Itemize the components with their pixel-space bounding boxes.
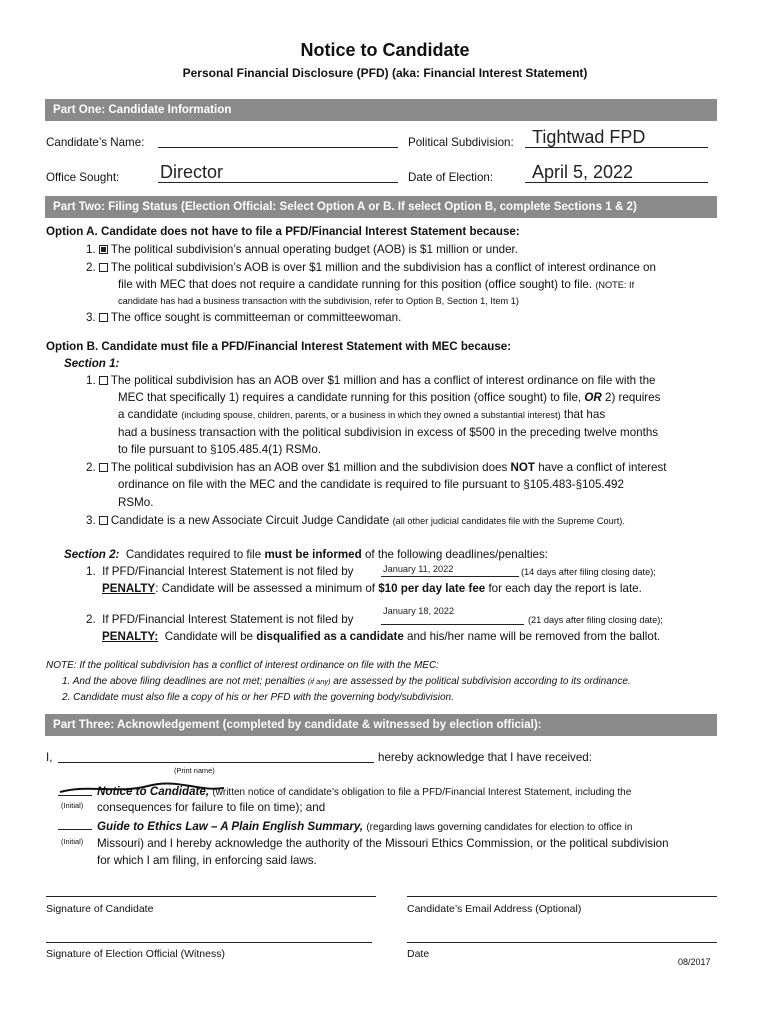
i-label: I,	[46, 751, 53, 764]
option-a-2-text: The political subdivision’s AOB is over $1 million and the subdivision has a conflict of interest ordinance on	[110, 261, 656, 274]
deadline-1-date-field[interactable]	[381, 576, 519, 577]
deadline-1-text: 1. If PFD/Financial Interest Statement is not filed by	[86, 565, 354, 578]
official-signature-label: Signature of Election Official (Witness)	[46, 948, 225, 960]
initial-caption-2: (Initial)	[61, 837, 84, 846]
text-segment-small: (14 days after filing closing date);	[521, 567, 656, 577]
disqualified-emphasis: disqualified as a candidate	[256, 630, 404, 643]
candidate-signature-field[interactable]	[46, 896, 376, 897]
option-b-2-checkbox[interactable]	[99, 463, 108, 472]
text-segment: MEC that specifically 1) requires a candidate running for this position (office sought) to file,	[118, 391, 582, 404]
option-b-1-text: The political subdivision has an AOB over $1 million and has a conflict of interest ordinance on file with the	[110, 374, 656, 387]
option-b-heading: Option B. Candidate must file a PFD/Financial Interest Statement with MEC because:	[46, 340, 512, 353]
official-signature-field[interactable]	[46, 942, 372, 943]
option-a-item-2	[86, 262, 656, 274]
late-fee-emphasis: $10 per day late fee	[378, 582, 486, 595]
item-number: 3.	[86, 514, 96, 527]
text-segment: a candidate	[118, 408, 178, 421]
note-item-2: 2. Candidate must also file a copy of his or her PFD with the governing body/subdivision.	[62, 692, 454, 703]
option-a-item-3	[86, 312, 401, 324]
item-number: 1.	[86, 243, 96, 256]
item-number: 2.	[86, 461, 96, 474]
receipt-1-line2: consequences for failure to file on time); and	[97, 801, 326, 814]
deadline-2-date: January 18, 2022	[383, 606, 455, 616]
political-subdivision-label: Political Subdivision:	[408, 136, 514, 149]
note-heading: NOTE: If the political subdivision has a conflict of interest ordinance on file with the MEC:	[46, 660, 439, 671]
section-1-label: Section 1:	[64, 357, 120, 370]
date-of-election-label: Date of Election:	[408, 171, 494, 184]
receipt-2-line3: for which I am filing, in enforcing said laws.	[97, 854, 317, 867]
text-segment: If PFD/Financial Interest Statement is not filed by	[102, 613, 354, 626]
option-b-1-checkbox[interactable]	[99, 376, 108, 385]
option-b-item-2-line2: ordinance on file with the MEC and the candidate is required to file pursuant to §105.483-§105.492	[118, 478, 624, 491]
initial-field-2[interactable]	[58, 829, 92, 830]
receipt-2-line2: Missouri) and I hereby acknowledge the authority of the Missouri Ethics Commission, or the political subdivision	[97, 837, 669, 850]
option-a-item-2-line2	[118, 279, 634, 291]
receipt-2-line1	[97, 821, 632, 833]
section-2-label: Section 2:	[64, 548, 120, 561]
note-item-1	[62, 676, 631, 687]
print-name-caption: (Print name)	[174, 766, 215, 775]
option-b-item-1	[86, 375, 655, 387]
option-a-2-note: (NOTE: If	[595, 280, 635, 290]
text-segment: 1. And the above filing deadlines are not met; penalties	[62, 676, 306, 687]
text-segment: Candidate will be	[164, 630, 253, 643]
option-a-1-text: The political subdivision’s annual operating budget (AOB) is $1 million or under.	[110, 243, 518, 256]
office-sought-value: Director	[160, 162, 224, 182]
option-a-heading: Option A. Candidate does not have to file a PFD/Financial Interest Statement because:	[46, 225, 520, 238]
page-title: Notice to Candidate	[300, 40, 470, 60]
option-b-item-3	[86, 515, 625, 527]
text-segment: (written notice of candidate’s obligation to file a PFD/Financial Interest Statement, including the	[212, 787, 632, 798]
notice-to-candidate-title: Notice to Candidate,	[97, 785, 210, 798]
date-field[interactable]	[407, 942, 717, 943]
penalty-label: PENALTY	[102, 582, 156, 595]
option-a-2-text-2: file with MEC that does not require a candidate running for this position (office sought) to file.	[118, 278, 593, 291]
candidate-email-label: Candidate’s Email Address (Optional)	[407, 903, 582, 915]
date-of-election-value: April 5, 2022	[532, 162, 634, 182]
office-sought-label: Office Sought:	[46, 171, 120, 184]
text-segment: Candidates required to file	[125, 548, 262, 561]
part-two-header: Part Two: Filing Status (Election Official: Select Option A or B. If select Option B, complete Sections 1 & 2)	[45, 196, 717, 218]
text-segment-small: (if any)	[307, 677, 331, 686]
deadline-2-note	[528, 614, 663, 626]
option-b-item-1-line3	[118, 409, 605, 421]
item-number: 3.	[86, 311, 96, 324]
option-b-item-2-line3: RSMo.	[118, 496, 154, 509]
text-segment-small: (all other judicial candidates file with the Supreme Court).	[392, 516, 625, 526]
text-segment: that has	[563, 408, 606, 421]
penalty-2	[102, 631, 660, 643]
political-subdivision-value: Tightwad FPD	[532, 127, 646, 147]
candidate-signature-label: Signature of Candidate	[46, 903, 154, 915]
text-segment: (regarding laws governing candidates for election to office in	[366, 822, 633, 833]
item-number: 1.	[86, 374, 96, 387]
option-a-3-text: The office sought is committeeman or committeewoman.	[110, 311, 402, 324]
option-b-item-1-line4: had a business transaction with the political subdivision in excess of $500 in the preceding twelve months	[118, 426, 659, 439]
text-segment: and his/her name will be removed from the ballot.	[407, 630, 661, 643]
text-segment: : Candidate will be assessed a minimum of	[155, 582, 375, 595]
text-segment: have a conflict of interest	[538, 461, 667, 474]
option-a-2-checkbox[interactable]	[99, 263, 108, 272]
page-subtitle: Personal Financial Disclosure (PFD) (aka: Financial Interest Statement)	[182, 66, 588, 80]
penalty-label: PENALTY:	[102, 630, 159, 643]
candidate-email-field[interactable]	[407, 896, 717, 897]
text-segment: If PFD/Financial Interest Statement is not filed by	[102, 565, 354, 578]
part-one-header: Part One: Candidate Information	[45, 99, 717, 121]
text-segment: are assessed by the political subdivision according to its ordinance.	[333, 676, 631, 687]
acknowledge-text: hereby acknowledge that I have received:	[378, 751, 592, 764]
text-segment: The political subdivision has an AOB over $1 million and the subdivision does	[110, 461, 508, 474]
option-b-3-checkbox[interactable]	[99, 516, 108, 525]
option-b-item-1-line5: to file pursuant to §105.485.4(1) RSMo.	[118, 443, 322, 456]
initial-caption-1: (Initial)	[61, 801, 84, 810]
text-segment-small: (21 days after filing closing date);	[528, 615, 663, 625]
part-three-header: Part Three: Acknowledgement (completed by candidate & witnessed by election official):	[45, 714, 717, 736]
receipt-1-line1	[97, 786, 631, 798]
option-a-3-checkbox[interactable]	[99, 313, 108, 322]
deadline-2-text: 2. If PFD/Financial Interest Statement is not filed by	[86, 613, 354, 626]
item-number: 2.	[86, 261, 96, 274]
candidate-name-label: Candidate’s Name:	[46, 136, 145, 149]
form-version: 08/2017	[678, 957, 711, 967]
date-label: Date	[407, 948, 430, 960]
text-segment: Candidate is a new Associate Circuit Judge Candidate	[110, 514, 390, 527]
penalty-1	[102, 583, 642, 595]
must-be-informed: must be informed	[264, 548, 362, 561]
print-name-field[interactable]	[58, 762, 374, 763]
option-a-item-2-line3: candidate has had a business transaction with the subdivision, refer to Option B, Section 1, Item 1)	[118, 296, 519, 306]
text-segment: 2) requires	[605, 391, 661, 404]
text-segment: for each day the report is late.	[488, 582, 642, 595]
deadline-2-date-field[interactable]	[381, 624, 524, 625]
deadline-1-date: January 11, 2022	[383, 564, 454, 574]
option-b-item-1-line2	[118, 392, 660, 404]
option-b-item-2	[86, 462, 666, 474]
deadline-1-note	[521, 566, 656, 578]
option-a-item-1	[86, 244, 518, 256]
not-emphasis: NOT	[510, 461, 535, 474]
text-segment: of the following deadlines/penalties:	[364, 548, 549, 561]
text-segment-small: (including spouse, children, parents, or a business in which they owned a substantial interest)	[181, 410, 561, 420]
section-2-intro	[64, 549, 548, 561]
guide-to-ethics-title: Guide to Ethics Law – A Plain English Summary,	[97, 820, 364, 833]
or-emphasis: OR	[584, 391, 602, 404]
option-a-1-checkbox[interactable]	[99, 245, 108, 254]
candidate-name-field[interactable]	[158, 147, 398, 148]
